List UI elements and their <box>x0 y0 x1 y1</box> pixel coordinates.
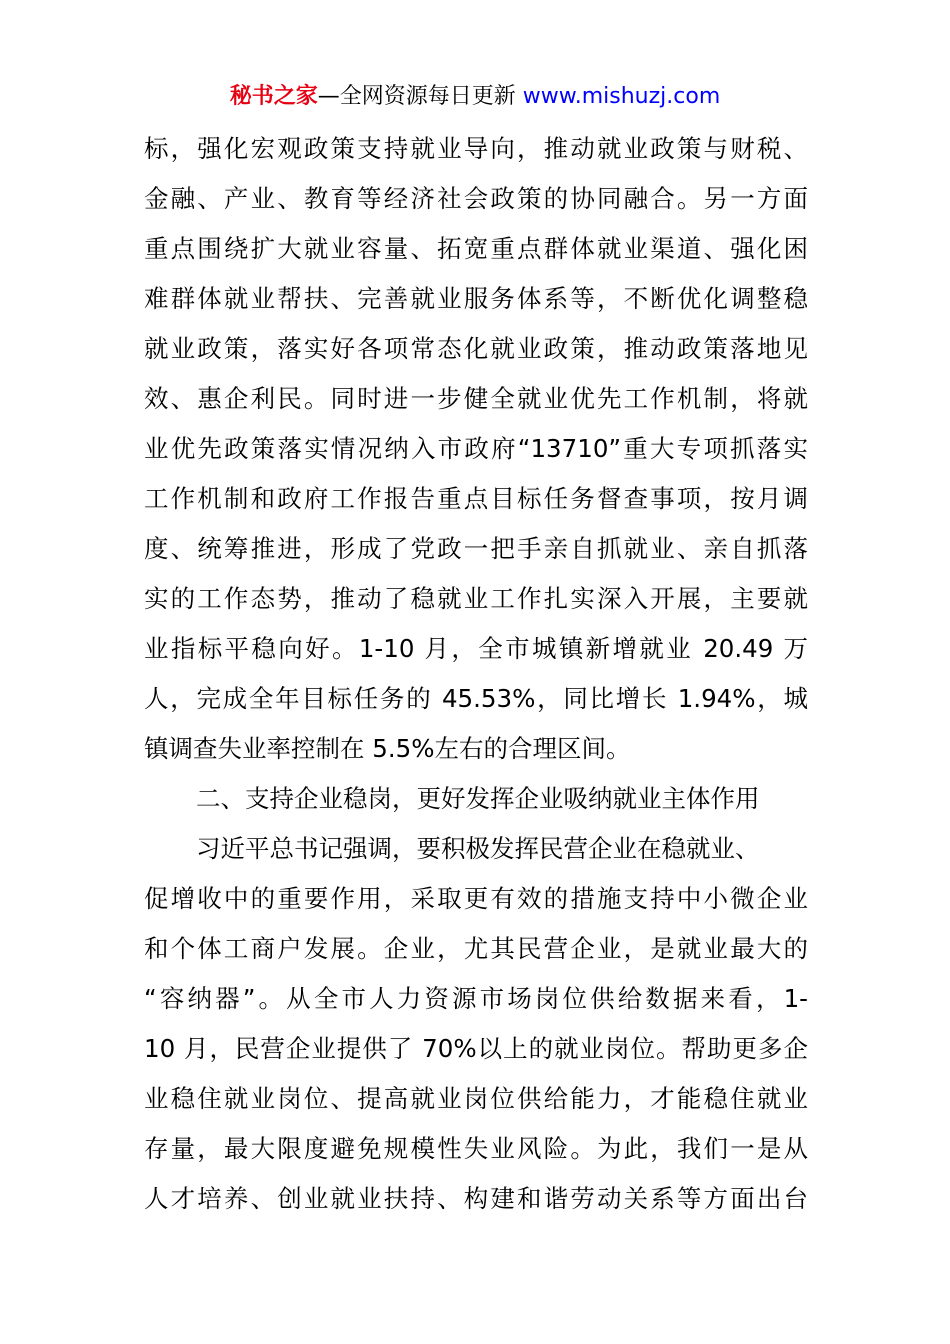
text-line: 就业政策，落实好各项常态化就业政策，推动政策落地见 <box>144 334 808 363</box>
text-line: 促增收中的重要作用，采取更有效的措施支持中小微企业 <box>144 884 808 913</box>
text-line: 难群体就业帮扶、完善就业服务体系等，不断优化调整稳 <box>144 284 808 313</box>
text-line: 工作机制和政府工作报告重点目标任务督查事项，按月调 <box>144 484 808 513</box>
text-line: 业指标平稳向好。1-10 月，全市城镇新增就业 20.49 万 <box>144 634 808 663</box>
text-line: 标，强化宏观政策支持就业导向，推动就业政策与财税、 <box>144 134 808 163</box>
text-line: 业优先政策落实情况纳入市政府“13710”重大专项抓落实 <box>144 434 808 463</box>
page-header <box>0 80 950 114</box>
text-line: 金融、产业、教育等经济社会政策的协同融合。另一方面 <box>144 184 808 213</box>
text-line: 镇调查失业率控制在 5.5%左右的合理区间。 <box>144 734 631 763</box>
text-line: 人，完成全年目标任务的 45.53%，同比增长 1.94%，城 <box>144 684 808 713</box>
text-line: 度、统筹推进，形成了党政一把手亲自抓就业、亲自抓落 <box>144 534 808 563</box>
header-tagline: —全网资源每日更新 <box>317 84 523 109</box>
text-line: 和个体工商户发展。企业，尤其民营企业，是就业最大的 <box>144 934 808 963</box>
document-body <box>144 124 808 1224</box>
text-line: 10 月，民营企业提供了 70%以上的就业岗位。帮助更多企 <box>144 1034 808 1063</box>
text-line: 实的工作态势，推动了稳就业工作扎实深入开展，主要就 <box>144 584 808 613</box>
text-line: 存量，最大限度避免规模性失业风险。为此，我们一是从 <box>144 1134 808 1163</box>
text-line: “容纳器”。从全市人力资源市场岗位供给数据来看，1- <box>144 984 808 1013</box>
text-line: 人才培养、创业就业扶持、构建和谐劳动关系等方面出台 <box>144 1184 808 1213</box>
header-brand: 秘书之家 <box>229 84 318 109</box>
text-line: 习近平总书记强调，要积极发挥民营企业在稳就业、 <box>196 834 760 863</box>
section-heading: 二、支持企业稳岗，更好发挥企业吸纳就业主体作用 <box>196 784 760 813</box>
header-url-link[interactable]: www.mishuzj.com <box>522 84 721 109</box>
text-line: 业稳住就业岗位、提高就业岗位供给能力，才能稳住就业 <box>144 1084 808 1113</box>
text-line: 效、惠企利民。同时进一步健全就业优先工作机制，将就 <box>144 384 808 413</box>
text-line: 重点围绕扩大就业容量、拓宽重点群体就业渠道、强化困 <box>144 234 808 263</box>
